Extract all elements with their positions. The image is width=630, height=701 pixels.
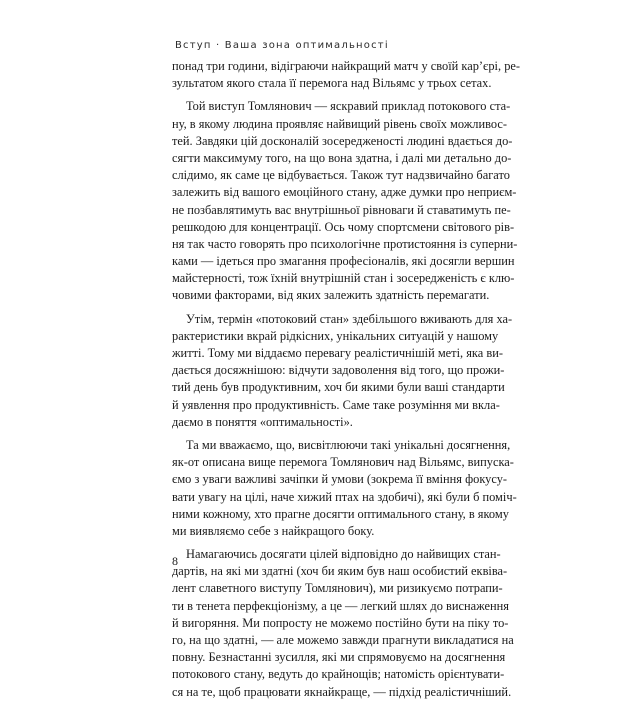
text-line: тей. Завдяки цій досконалій зосередженості людині вдається до-	[172, 133, 513, 148]
text-line: й вигоряння. Ми попросту не можемо постійно бути на піку то-	[172, 615, 509, 630]
body-text	[172, 58, 521, 701]
text-line: Намагаючись досягати цілей відповідно до найвищих стан-	[186, 547, 501, 562]
text-line: залежить від вашого емоційного стану, адже думки про неприєм-	[172, 185, 517, 200]
paragraph	[172, 311, 513, 431]
text-line: ну, в якому людина проявляє найвищий рівень своїх можливос-	[172, 116, 507, 131]
text-line: слідимо, як саме це відбувається. Також тут надзвичайно багато	[172, 168, 510, 183]
text-line: зультатом якого стала її перемога над Вільямс у трьох сетах.	[172, 76, 492, 91]
text-line: ємо з уваги важливі зачіпки й умови (зокрема її вміння фокусу-	[172, 472, 508, 487]
text-line: вати увагу на цілі, наче хижий птах на здобичі), які були б поміч-	[172, 489, 517, 504]
text-line: понад три години, відіграючи найкращий матч у своїй кар’єрі, ре-	[172, 59, 521, 73]
text-line: решкодою для концентрації. Ось чому спортсмени світового рів-	[172, 219, 515, 234]
page-number: 8	[172, 554, 178, 568]
text-line: рактеристики вкрай рідкісних, унікальних ситуацій у нашому	[172, 328, 499, 343]
text-line: ся на те, щоб працювати якнайкраще, — підхід реалістичніший.	[172, 684, 512, 699]
text-line: ками — ідеться про змагання професіоналів, які досягли вершин	[172, 254, 515, 269]
text-line: ними кожному, хто прагне досягти оптимального стану, в якому	[172, 506, 509, 521]
text-line: потокового стану, ведуть до крайнощів; натомість орієнтувати-	[172, 667, 505, 682]
paragraph	[172, 546, 514, 701]
paragraph	[172, 58, 521, 92]
text-line: даємо в поняття «оптимальності».	[172, 414, 353, 429]
text-line: майстерності, тож їхній внутрішній стан і зосередженість є клю-	[172, 271, 515, 286]
text-line: човими факторами, від яких залежить здатність перемагати.	[172, 288, 490, 303]
text-line: ми виявляємо себе з найкращого боку.	[172, 523, 375, 538]
paragraph	[172, 437, 517, 540]
text-line: Той виступ Томлянович — яскравий приклад потокового ста-	[186, 99, 511, 114]
text-line: житті. Тому ми віддаємо перевагу реалістичнішій меті, яка ви-	[172, 346, 503, 360]
text-line: й уявлення про продуктивність. Саме таке розуміння ми вкла-	[172, 397, 500, 412]
text-line: ня так часто говорять про психологічне протистояння із суперни-	[172, 236, 518, 251]
running-head: Вступ · Ваша зона оптимальності	[175, 40, 389, 51]
text-line: Утім, термін «потоковий стан» здебільшого вживають для ха-	[186, 311, 513, 326]
text-line: не позбавлятимуть вас внутрішньої рівноваги й ставатимуть пе-	[172, 202, 511, 217]
text-line: го, на що здатні, — але можемо завжди прагнути викладатися на	[172, 633, 514, 647]
text-line: дартів, на які ми здатні (хоч би яким був наш особистий еквіва-	[172, 564, 508, 579]
text-line: тий день був продуктивним, хоч би якими були ваші стандарти	[172, 380, 505, 395]
text-line: як-от описана вище перемога Томлянович над Вільямс, випуска-	[172, 455, 514, 470]
paragraph	[172, 98, 518, 304]
text-line: Та ми вважаємо, що, висвітлюючи такі унікальні досягнення,	[186, 437, 511, 452]
text-line: повну. Безнастанні зусилля, які ми спрямовуємо на досягнення	[172, 650, 506, 665]
text-line: лент славетного виступу Томлянович), ми ризикуємо потрапи-	[172, 581, 503, 596]
text-line: дається досяжнішою: відчути задоволення від того, що прожи-	[172, 363, 505, 378]
text-line: ти в тенета перфекціонізму, а це — легкий шлях до виснаження	[172, 598, 509, 613]
text-line: сягти максимуму того, на що вона здатна, і далі ми детально до-	[172, 150, 512, 165]
